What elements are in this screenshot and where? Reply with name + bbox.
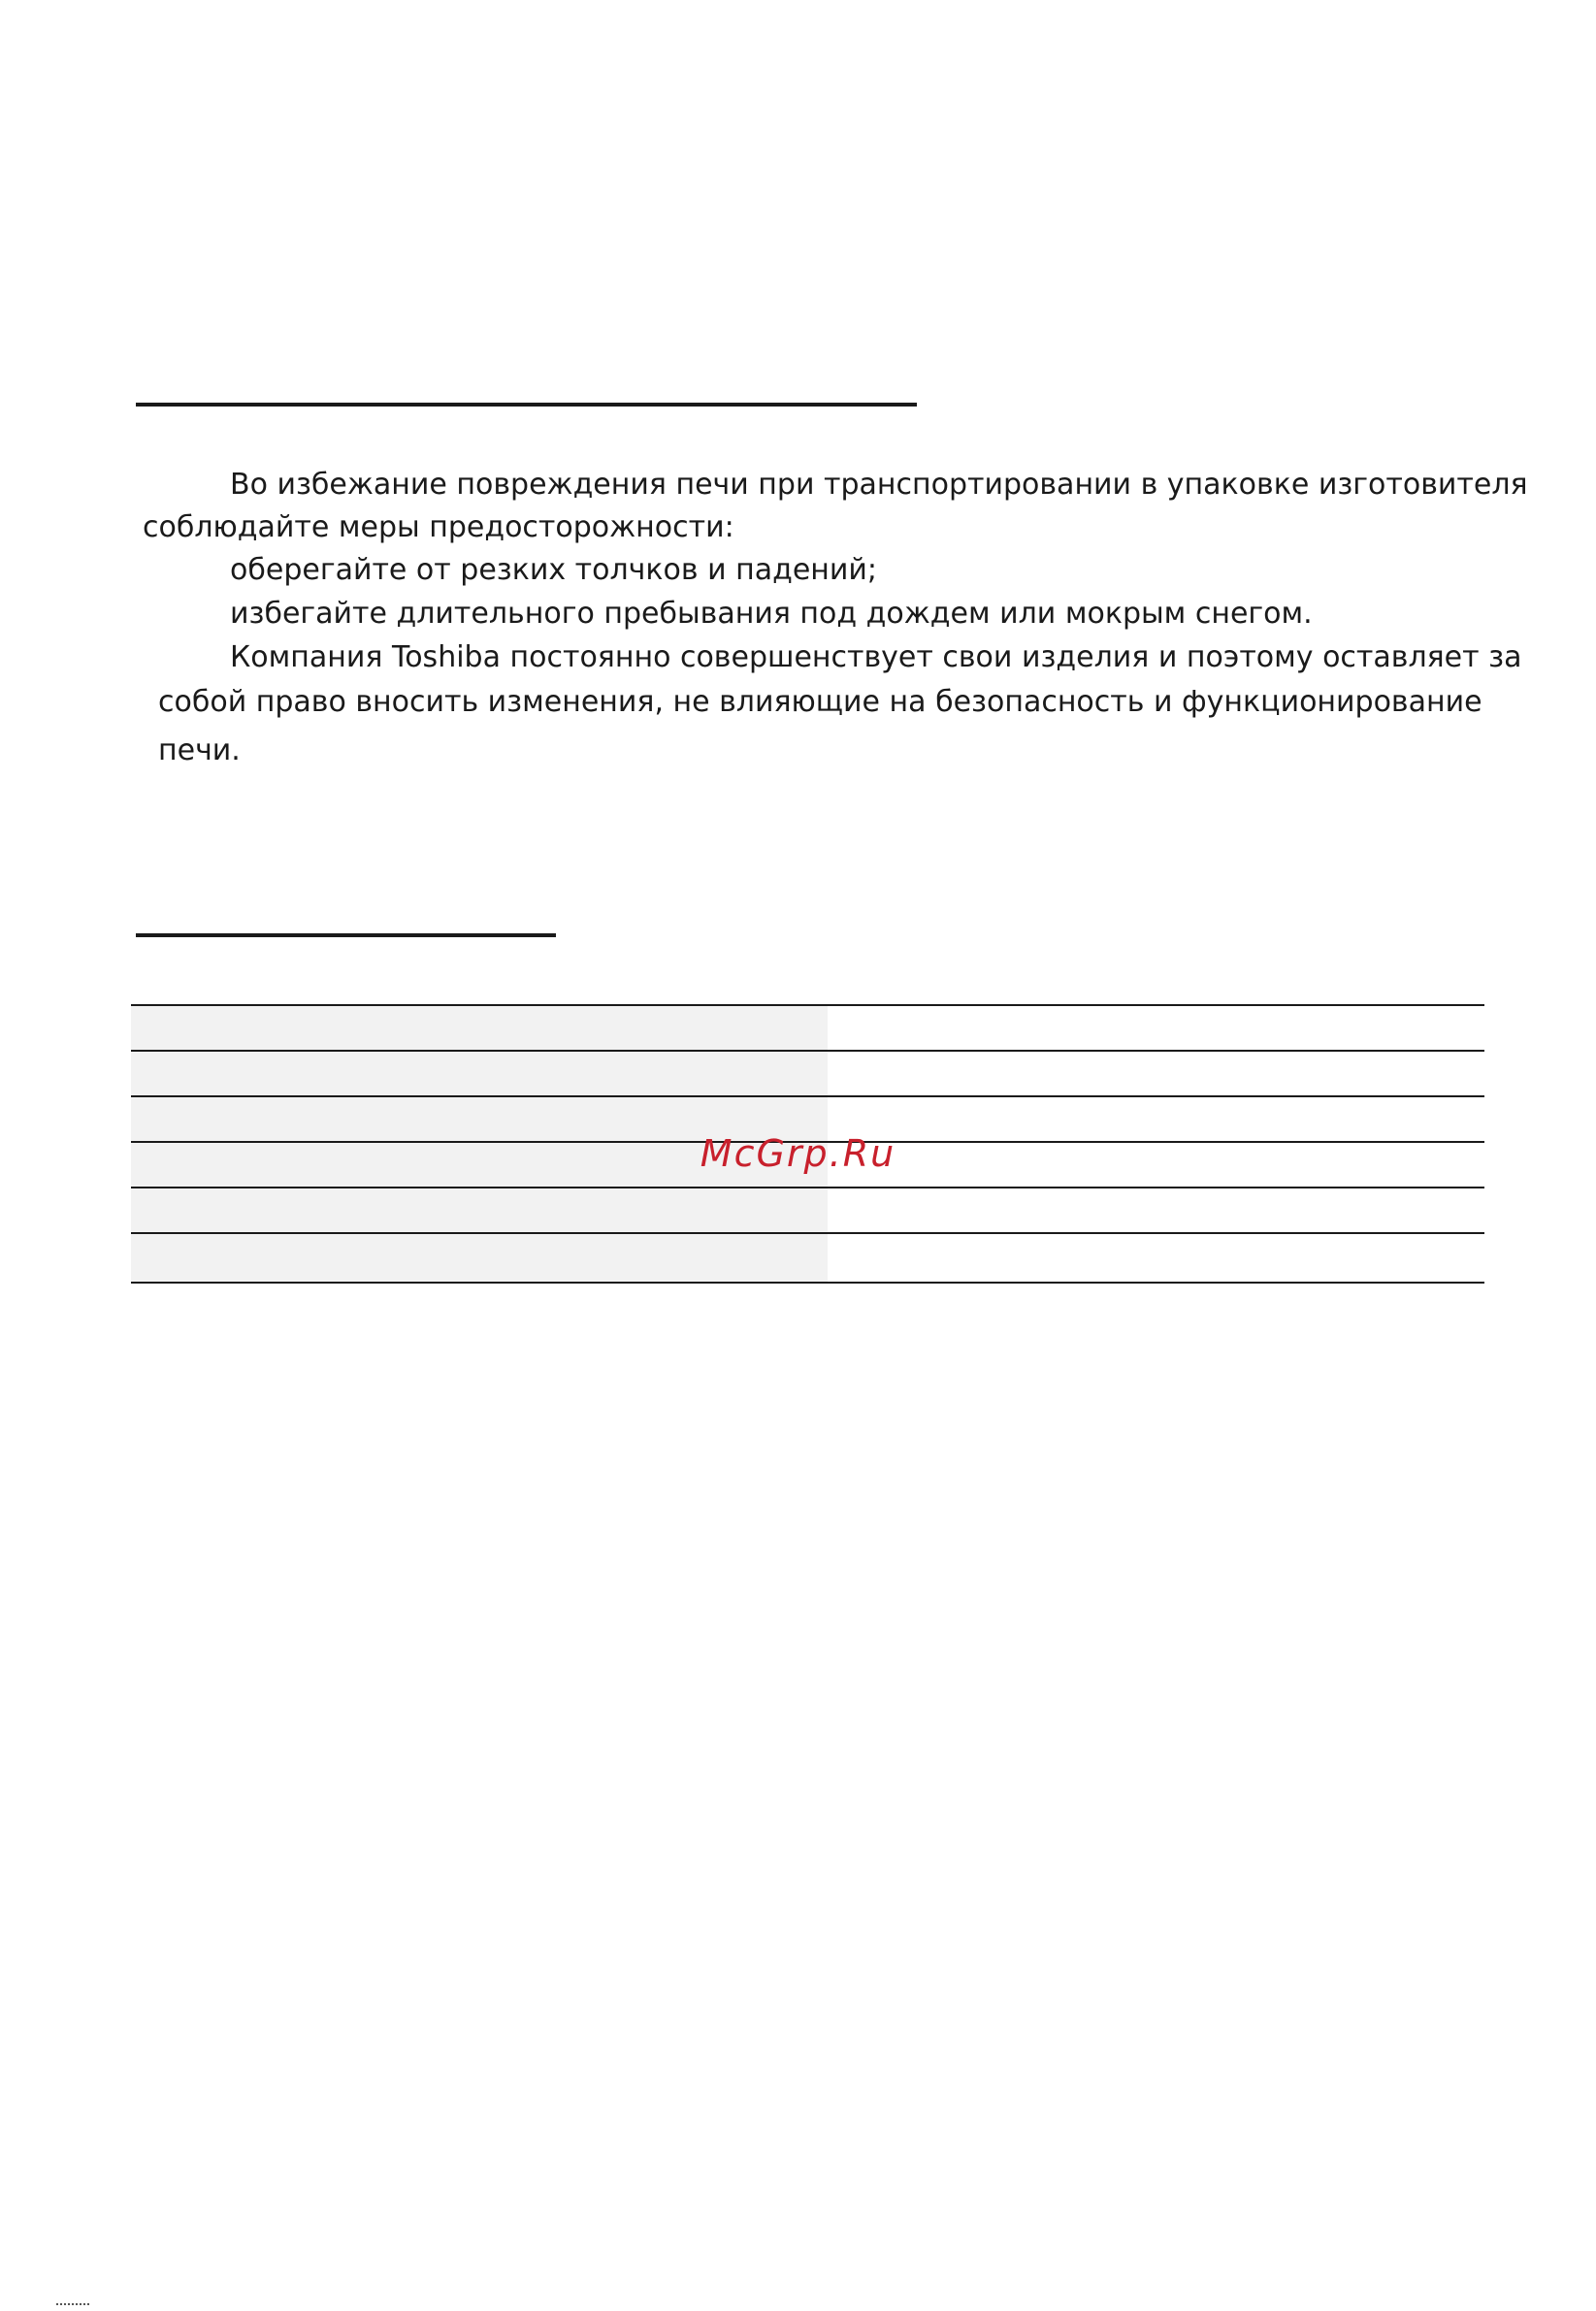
table-row (131, 1051, 1484, 1096)
spec-label-cell (131, 1005, 828, 1051)
page-corner-mark (56, 2303, 89, 2308)
spec-value-cell (828, 1188, 1484, 1233)
bullet-line-1: оберегайте от резких толчков и падений; (230, 553, 878, 587)
table-row (131, 1233, 1484, 1283)
table-row (131, 1005, 1484, 1051)
table-row (131, 1188, 1484, 1233)
watermark-text: McGrp.Ru (700, 1132, 896, 1175)
spec-label-cell (131, 1233, 828, 1283)
spec-value-cell (828, 1233, 1484, 1283)
spec-value-cell (828, 1051, 1484, 1096)
spec-label-cell (131, 1051, 828, 1096)
paragraph-line-3: Компания Toshiba постоянно совершенствует свои изделия и поэтому оставляет за (230, 640, 1522, 674)
section-heading-rule-transport (136, 403, 917, 407)
spec-label-cell (131, 1188, 828, 1233)
bullet-line-2: избегайте длительного пребывания под дождем или мокрым снегом. (230, 597, 1313, 631)
paragraph-line-1: Во избежание повреждения печи при транспортировании в упаковке изготовителя (230, 468, 1528, 502)
paragraph-line-4: собой право вносить изменения, не влияющие на безопасность и функционирование (158, 685, 1482, 719)
paragraph-line-2: соблюдайте меры предосторожности: (143, 510, 734, 544)
section-heading-rule-specs (136, 933, 556, 937)
paragraph-line-5: печи. (158, 733, 241, 767)
spec-value-cell (828, 1005, 1484, 1051)
